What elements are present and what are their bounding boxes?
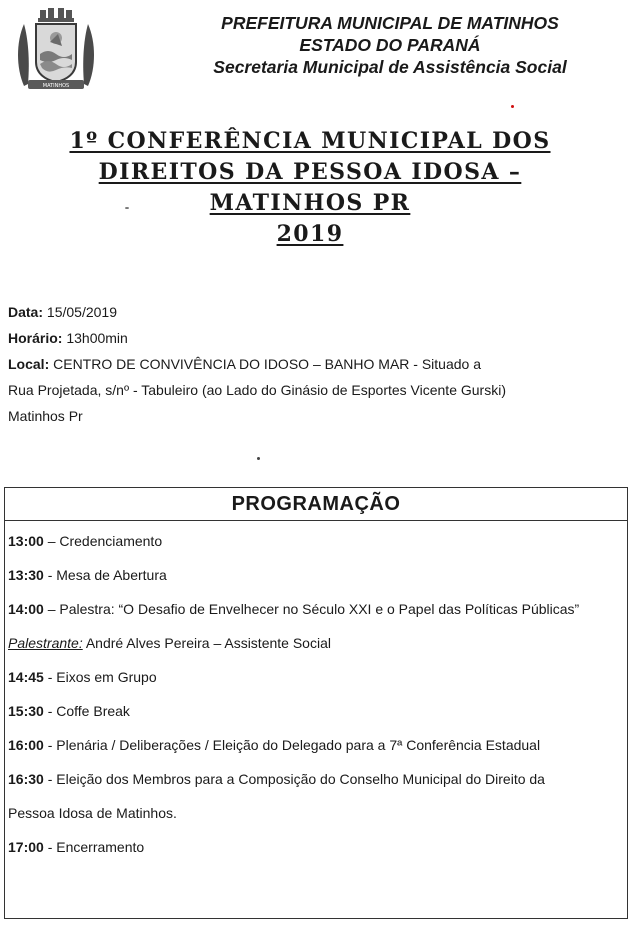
- header-line-prefeitura: PREFEITURA MUNICIPAL DE MATINHOS: [221, 13, 559, 33]
- date-label: Data:: [8, 304, 44, 320]
- place-row: [8, 351, 608, 377]
- header-line-estado: ESTADO DO PARANÁ: [299, 35, 481, 55]
- svg-text:MATINHOS: MATINHOS: [42, 83, 70, 89]
- date-value: 15/05/2019: [43, 304, 117, 320]
- schedule-text: - Plenária / Deliberações / Eleição do Delegado para a 7ª Conferência Estadual: [43, 737, 541, 753]
- schedule-text: - Encerramento: [43, 839, 145, 855]
- schedule-text: - Mesa de Abertura: [43, 567, 167, 583]
- schedule-time: 16:00: [8, 737, 44, 753]
- title-line-2: DIREITOS DA PESSOA IDOSA –: [98, 159, 522, 185]
- title-line-1: 1º CONFERÊNCIA MUNICIPAL DOS: [69, 128, 551, 154]
- letterhead: [0, 0, 640, 100]
- date-row: [8, 299, 608, 325]
- schedule-item: [8, 592, 627, 626]
- speaker-item: [8, 626, 627, 660]
- schedule-text: - Eixos em Grupo: [43, 669, 157, 685]
- speaker-label: Palestrante:: [8, 635, 83, 651]
- schedule-item: [8, 660, 627, 694]
- schedule-time: 13:00: [8, 533, 44, 549]
- schedule-time: 14:45: [8, 669, 44, 685]
- place-line-2: Rua Projetada, s/nº - Tabuleiro (ao Lado do Ginásio de Esportes Vicente Gurski): [8, 382, 506, 398]
- title-year: 2019: [276, 221, 344, 247]
- schedule-time: 13:30: [8, 567, 44, 583]
- schedule-time: 16:30: [8, 771, 44, 787]
- schedule-item: [8, 830, 627, 864]
- schedule-item: [8, 762, 627, 796]
- schedule-time: 15:30: [8, 703, 44, 719]
- schedule-item: [8, 694, 627, 728]
- schedule-time: 17:00: [8, 839, 44, 855]
- time-label: Horário:: [8, 330, 63, 346]
- schedule-item: [8, 558, 627, 592]
- title-line-3: MATINHOS PR: [209, 190, 411, 216]
- header-line-secretaria: Secretaria Municipal de Assistência Social: [213, 57, 567, 77]
- schedule-text: – Credenciamento: [43, 533, 163, 549]
- place-line-1: CENTRO DE CONVIVÊNCIA DO IDOSO – BANHO MAR - Situado a: [49, 356, 481, 372]
- dark-speck: [257, 457, 260, 460]
- place-label: Local:: [8, 356, 50, 372]
- schedule-item-continuation: Pessoa Idosa de Matinhos.: [8, 805, 177, 821]
- document-title: [20, 126, 600, 250]
- place-line-3: Matinhos Pr: [8, 408, 83, 424]
- programacao-box: [4, 487, 628, 919]
- schedule-item: [8, 728, 627, 762]
- red-speck: [511, 105, 514, 108]
- programacao-heading: PROGRAMAÇÃO: [5, 488, 627, 521]
- speaker-text: André Alves Pereira – Assistente Social: [82, 635, 331, 651]
- schedule-text: – Palestra: “O Desafio de Envelhecer no Século XXI e o Papel das Políticas Públicas”: [43, 601, 580, 617]
- schedule-item: [8, 524, 627, 558]
- time-row: [8, 325, 608, 351]
- municipal-coat-of-arms-icon: [14, 8, 98, 94]
- event-info: [8, 299, 608, 429]
- schedule-text: - Coffe Break: [43, 703, 130, 719]
- time-value: 13h00min: [62, 330, 128, 346]
- schedule-text: - Eleição dos Membros para a Composição do Conselho Municipal do Direito da: [43, 771, 545, 787]
- schedule-time: 14:00: [8, 601, 44, 617]
